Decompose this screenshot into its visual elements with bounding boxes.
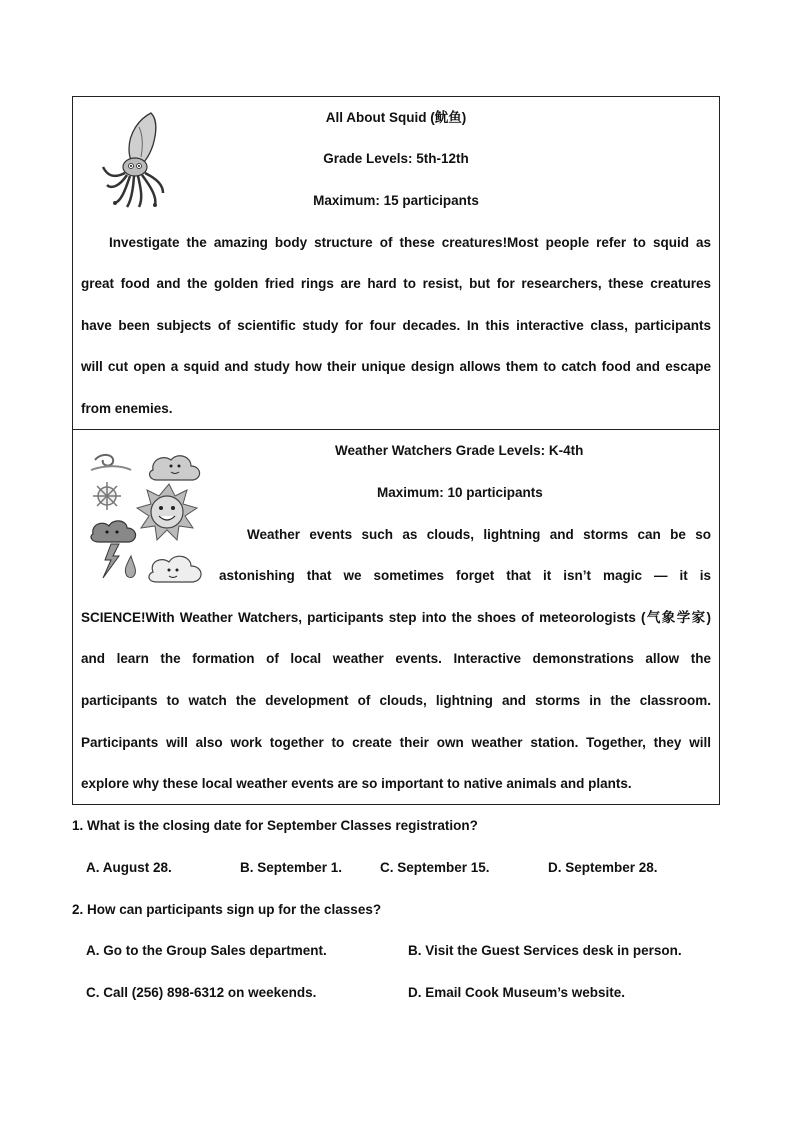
question-2-option-c[interactable]: C. Call (256) 898-6312 on weekends. xyxy=(86,985,317,1000)
squid-desc-line-4: will cut open a squid and study how their unique design allows them to catch food and escape xyxy=(81,359,711,374)
weather-desc-line-6: Participants will also work together to create their own weather station. Together, they will xyxy=(81,735,711,750)
question-2-option-d[interactable]: D. Email Cook Museum’s website. xyxy=(408,985,626,1000)
weather-class-title: Weather Watchers Grade Levels: K-4th xyxy=(335,443,584,458)
squid-class-box xyxy=(72,96,720,430)
weather-clipart xyxy=(87,448,209,592)
weather-desc-line-5: participants to watch the development of clouds, lightning and storms in the classroom. xyxy=(81,693,711,708)
question-1-option-b[interactable]: B. September 1. xyxy=(240,860,343,875)
weather-desc-line-2: astonishing that we sometimes forget that it isn’t magic — it is xyxy=(219,568,711,583)
question-1-stem: 1. What is the closing date for September Classes registration? xyxy=(72,818,478,833)
question-2-option-a[interactable]: A. Go to the Group Sales department. xyxy=(86,943,327,958)
squid-grade-levels: Grade Levels: 5th-12th xyxy=(323,151,469,166)
weather-desc-line-3: SCIENCE!With Weather Watchers, participants step into the shoes of meteorologists (气象学家) xyxy=(81,610,711,625)
squid-class-title: All About Squid (鱿鱼) xyxy=(325,110,467,125)
squid-desc-line-1: Investigate the amazing body structure of these creatures!Most people refer to squid as xyxy=(109,235,711,250)
weather-class-box xyxy=(72,429,720,805)
weather-desc-line-4: and learn the formation of local weather events. Interactive demonstrations allow the xyxy=(81,651,711,666)
question-2-option-b[interactable]: B. Visit the Guest Services desk in person. xyxy=(408,943,682,958)
squid-maximum: Maximum: 15 participants xyxy=(313,193,479,208)
squid-desc-line-3: have been subjects of scientific study for four decades. In this interactive class, participants xyxy=(81,318,711,333)
weather-desc-line-1: Weather events such as clouds, lightning and storms can be so xyxy=(247,527,711,542)
squid-desc-line-2: great food and the golden fried rings are hard to resist, but for researchers, these creatures xyxy=(81,276,711,291)
question-1-option-d[interactable]: D. September 28. xyxy=(548,860,658,875)
question-2-stem: 2. How can participants sign up for the classes? xyxy=(72,902,382,917)
question-1-option-c[interactable]: C. September 15. xyxy=(380,860,490,875)
squid-desc-line-5: from enemies. xyxy=(81,401,173,416)
weather-desc-line-7: explore why these local weather events are so important to native animals and plants. xyxy=(81,776,632,791)
question-1-option-a[interactable]: A. August 28. xyxy=(86,860,172,875)
weather-maximum: Maximum: 10 participants xyxy=(377,485,543,500)
